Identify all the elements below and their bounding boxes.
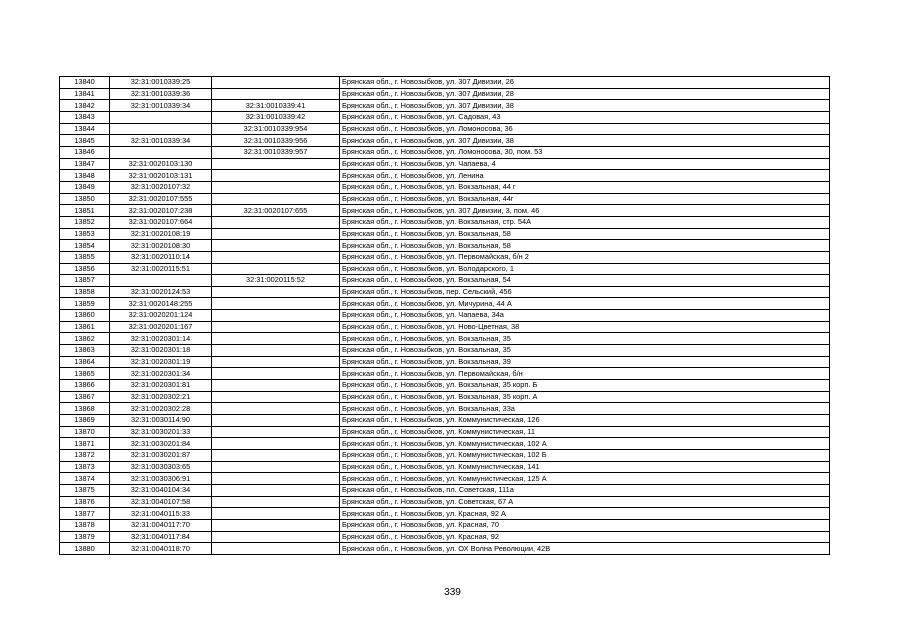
cadastral-number-2-cell (212, 543, 340, 555)
address-cell: Брянская обл., г. Новозыбков, ул. Вокзальная, 54 (340, 275, 830, 287)
row-number-cell: 13864 (60, 356, 110, 368)
cadastral-number-cell: 32:31:0010339:34 (110, 100, 212, 112)
cadastral-number-2-cell: 32:31:0020107:655 (212, 205, 340, 217)
cadastral-number-2-cell (212, 345, 340, 357)
cadastral-number-2-cell (212, 391, 340, 403)
table-row (60, 543, 830, 555)
table-row (60, 216, 830, 228)
row-number-cell: 13869 (60, 415, 110, 427)
address-cell: Брянская обл., г. Новозыбков, ул. Коммунистическая, 125 А (340, 473, 830, 485)
address-cell: Брянская обл., г. Новозыбков, ул. Вокзальная, 35 (340, 345, 830, 357)
address-cell: Брянская обл., г. Новозыбков, ул. Вокзальная, 35 корп. А (340, 391, 830, 403)
address-cell: Брянская обл., г. Новозыбков, ул. Ломоносова, 30, пом. 53 (340, 146, 830, 158)
table-row (60, 77, 830, 89)
cadastral-number-2-cell (212, 426, 340, 438)
row-number-cell: 13850 (60, 193, 110, 205)
address-cell: Брянская обл., г. Новозыбков, ул. 307 Дивизии, 38 (340, 100, 830, 112)
table-row (60, 193, 830, 205)
table-row (60, 135, 830, 147)
cadastral-number-cell: 32:31:0030201:87 (110, 450, 212, 462)
cadastral-number-cell (110, 111, 212, 123)
table-row (60, 228, 830, 240)
cadastral-number-cell: 32:31:0010339:25 (110, 77, 212, 89)
address-cell: Брянская обл., г. Новозыбков, ул. 307 Дивизии, 26 (340, 77, 830, 89)
cadastral-number-2-cell (212, 473, 340, 485)
cadastral-number-cell (110, 275, 212, 287)
cadastral-number-cell: 32:31:0030306:91 (110, 473, 212, 485)
page-number: 339 (444, 587, 461, 598)
cadastral-number-2-cell (212, 519, 340, 531)
table-row (60, 263, 830, 275)
row-number-cell: 13841 (60, 88, 110, 100)
address-cell: Брянская обл., г. Новозыбков, ул. Вокзальная, стр. 54А (340, 216, 830, 228)
cadastral-number-2-cell (212, 531, 340, 543)
address-cell: Брянская обл., г. Новозыбков, ул. Красная, 92 (340, 531, 830, 543)
address-cell: Брянская обл., г. Новозыбков, ул. ОХ Волна Революции, 42В (340, 543, 830, 555)
cadastral-number-cell: 32:31:0020301:14 (110, 333, 212, 345)
row-number-cell: 13868 (60, 403, 110, 415)
table-row (60, 310, 830, 322)
cadastral-number-cell: 32:31:0040104:34 (110, 484, 212, 496)
row-number-cell: 13860 (60, 310, 110, 322)
table-row (60, 333, 830, 345)
cadastral-number-cell: 32:31:0020107:555 (110, 193, 212, 205)
row-number-cell: 13855 (60, 251, 110, 263)
table-row (60, 146, 830, 158)
table-row (60, 298, 830, 310)
cadastral-number-cell: 32:31:0020302:21 (110, 391, 212, 403)
address-cell: Брянская обл., г. Новозыбков, ул. Вокзальная, 44г (340, 193, 830, 205)
address-cell: Брянская обл., г. Новозыбков, ул. Ломоносова, 36 (340, 123, 830, 135)
address-cell: Брянская обл., г. Новозыбков, ул. Советская, 67 А (340, 496, 830, 508)
table-row (60, 100, 830, 112)
cadastral-number-2-cell (212, 403, 340, 415)
cadastral-number-2-cell: 32:31:0010339:954 (212, 123, 340, 135)
row-number-cell: 13851 (60, 205, 110, 217)
address-cell: Брянская обл., г. Новозыбков, ул. Вокзальная, 35 (340, 333, 830, 345)
cadastral-number-2-cell (212, 310, 340, 322)
cadastral-number-2-cell (212, 170, 340, 182)
cadastral-number-cell: 32:31:0020108:19 (110, 228, 212, 240)
table-row (60, 368, 830, 380)
row-number-cell: 13879 (60, 531, 110, 543)
address-cell: Брянская обл., г. Новозыбков, ул. Чапаева, 34а (340, 310, 830, 322)
cadastral-number-cell: 32:31:0020301:19 (110, 356, 212, 368)
cadastral-number-cell: 32:31:0030114:90 (110, 415, 212, 427)
address-cell: Брянская обл., г. Новозыбков, ул. Красная, 92 А (340, 508, 830, 520)
row-number-cell: 13842 (60, 100, 110, 112)
row-number-cell: 13861 (60, 321, 110, 333)
row-number-cell: 13873 (60, 461, 110, 473)
address-cell: Брянская обл., г. Новозыбков, пер. Сельский, 456 (340, 286, 830, 298)
address-cell: Брянская обл., г. Новозыбков, ул. 307 Дивизии, 3, пом. 46 (340, 205, 830, 217)
cadastral-number-cell: 32:31:0030201:33 (110, 426, 212, 438)
row-number-cell: 13843 (60, 111, 110, 123)
address-cell: Брянская обл., г. Новозыбков, ул. Чапаева, 4 (340, 158, 830, 170)
row-number-cell: 13867 (60, 391, 110, 403)
cadastral-number-2-cell: 32:31:0010339:956 (212, 135, 340, 147)
cadastral-number-cell: 32:31:0040107:58 (110, 496, 212, 508)
address-cell: Брянская обл., г. Новозыбков, ул. Коммунистическая, 11 (340, 426, 830, 438)
address-cell: Брянская обл., г. Новозыбков, ул. 307 Дивизии, 38 (340, 135, 830, 147)
cadastral-number-2-cell (212, 321, 340, 333)
cadastral-number-cell: 32:31:0020108:30 (110, 240, 212, 252)
row-number-cell: 13846 (60, 146, 110, 158)
cadastral-number-2-cell: 32:31:0010339:957 (212, 146, 340, 158)
cadastral-number-cell: 32:31:0040117:84 (110, 531, 212, 543)
cadastral-number-2-cell (212, 77, 340, 89)
cadastral-number-2-cell (212, 251, 340, 263)
row-number-cell: 13878 (60, 519, 110, 531)
cadastral-number-cell (110, 123, 212, 135)
table-row (60, 286, 830, 298)
cadastral-number-2-cell (212, 496, 340, 508)
address-cell: Брянская обл., г. Новозыбков, ул. Первомайская, б/н (340, 368, 830, 380)
table-row (60, 473, 830, 485)
cadastral-number-2-cell (212, 88, 340, 100)
table-row (60, 321, 830, 333)
row-number-cell: 13865 (60, 368, 110, 380)
table-row (60, 251, 830, 263)
row-number-cell: 13870 (60, 426, 110, 438)
row-number-cell: 13848 (60, 170, 110, 182)
table-row (60, 123, 830, 135)
address-cell: Брянская обл., г. Новозыбков, ул. Первомайская, б/н 2 (340, 251, 830, 263)
address-cell: Брянская обл., г. Новозыбков, ул. Красная, 70 (340, 519, 830, 531)
cadastral-number-cell: 32:31:0040115:33 (110, 508, 212, 520)
row-number-cell: 13853 (60, 228, 110, 240)
table-row (60, 158, 830, 170)
address-cell: Брянская обл., г. Новозыбков, ул. Вокзальная, 44 г (340, 181, 830, 193)
cadastral-number-cell: 32:31:0040118:70 (110, 543, 212, 555)
cadastral-number-cell: 32:31:0020115:51 (110, 263, 212, 275)
table-row (60, 205, 830, 217)
row-number-cell: 13845 (60, 135, 110, 147)
address-cell: Брянская обл., г. Новозыбков, ул. Вокзальная, 58 (340, 240, 830, 252)
cadastral-number-cell: 32:31:0020103:131 (110, 170, 212, 182)
row-number-cell: 13859 (60, 298, 110, 310)
cadastral-number-2-cell: 32:31:0020115:52 (212, 275, 340, 287)
cadastral-number-cell: 32:31:0020110:14 (110, 251, 212, 263)
cadastral-number-2-cell (212, 461, 340, 473)
address-cell: Брянская обл., г. Новозыбков, ул. Мичурина, 44 А (340, 298, 830, 310)
table-row (60, 88, 830, 100)
cadastral-number-2-cell (212, 380, 340, 392)
table-row (60, 345, 830, 357)
cadastral-number-cell: 32:31:0020107:238 (110, 205, 212, 217)
cadastral-number-cell: 32:31:0030303:65 (110, 461, 212, 473)
row-number-cell: 13875 (60, 484, 110, 496)
address-cell: Брянская обл., г. Новозыбков, ул. Коммунистическая, 141 (340, 461, 830, 473)
table-body (60, 77, 830, 555)
address-cell: Брянская обл., г. Новозыбков, пл. Советская, 111а (340, 484, 830, 496)
cadastral-number-2-cell (212, 438, 340, 450)
cadastral-number-2-cell (212, 158, 340, 170)
row-number-cell: 13863 (60, 345, 110, 357)
cadastral-number-2-cell (212, 263, 340, 275)
row-number-cell: 13877 (60, 508, 110, 520)
table-row (60, 111, 830, 123)
table-row (60, 356, 830, 368)
address-cell: Брянская обл., г. Новозыбков, ул. Ново-Цветная, 38 (340, 321, 830, 333)
address-cell: Брянская обл., г. Новозыбков, ул. Вокзальная, 39 (340, 356, 830, 368)
address-cell: Брянская обл., г. Новозыбков, ул. Володарского, 1 (340, 263, 830, 275)
cadastral-number-cell: 32:31:0010339:34 (110, 135, 212, 147)
table-row (60, 519, 830, 531)
row-number-cell: 13874 (60, 473, 110, 485)
cadastral-number-cell: 32:31:0020103:130 (110, 158, 212, 170)
cadastral-number-cell: 32:31:0020107:32 (110, 181, 212, 193)
address-cell: Брянская обл., г. Новозыбков, ул. Коммунистическая, 126 (340, 415, 830, 427)
row-number-cell: 13856 (60, 263, 110, 275)
table-row (60, 415, 830, 427)
row-number-cell: 13847 (60, 158, 110, 170)
cadastral-number-cell: 32:31:0020148:255 (110, 298, 212, 310)
cadastral-number-2-cell (212, 240, 340, 252)
row-number-cell: 13854 (60, 240, 110, 252)
table-row (60, 508, 830, 520)
address-cell: Брянская обл., г. Новозыбков, ул. Вокзальная, 58 (340, 228, 830, 240)
table-row (60, 426, 830, 438)
table-row (60, 496, 830, 508)
table-row (60, 531, 830, 543)
table-row (60, 240, 830, 252)
cadastral-number-2-cell (212, 415, 340, 427)
cadastral-number-2-cell (212, 356, 340, 368)
table-row (60, 170, 830, 182)
cadastral-number-cell: 32:31:0020124:53 (110, 286, 212, 298)
row-number-cell: 13858 (60, 286, 110, 298)
row-number-cell: 13862 (60, 333, 110, 345)
table-row (60, 484, 830, 496)
row-number-cell: 13852 (60, 216, 110, 228)
cadastral-number-2-cell (212, 484, 340, 496)
row-number-cell: 13844 (60, 123, 110, 135)
address-cell: Брянская обл., г. Новозыбков, ул. Ленина (340, 170, 830, 182)
cadastral-number-cell: 32:31:0020201:124 (110, 310, 212, 322)
row-number-cell: 13872 (60, 450, 110, 462)
table-row (60, 461, 830, 473)
address-cell: Брянская обл., г. Новозыбков, ул. Коммунистическая, 102 А (340, 438, 830, 450)
cadastral-number-cell: 32:31:0020201:167 (110, 321, 212, 333)
cadastral-number-2-cell (212, 216, 340, 228)
row-number-cell: 13840 (60, 77, 110, 89)
cadastral-number-2-cell (212, 298, 340, 310)
cadastral-number-2-cell (212, 228, 340, 240)
table-row (60, 181, 830, 193)
cadastral-number-cell: 32:31:0020107:664 (110, 216, 212, 228)
cadastral-number-2-cell (212, 181, 340, 193)
cadastral-number-2-cell: 32:31:0010339:41 (212, 100, 340, 112)
address-cell: Брянская обл., г. Новозыбков, ул. Вокзальная, 33а (340, 403, 830, 415)
table-row (60, 403, 830, 415)
address-cell: Брянская обл., г. Новозыбков, ул. Коммунистическая, 102 Б (340, 450, 830, 462)
cadastral-number-cell: 32:31:0030201:84 (110, 438, 212, 450)
address-cell: Брянская обл., г. Новозыбков, ул. 307 Дивизии, 28 (340, 88, 830, 100)
row-number-cell: 13857 (60, 275, 110, 287)
cadastral-number-cell (110, 146, 212, 158)
cadastral-number-2-cell (212, 333, 340, 345)
table-row (60, 438, 830, 450)
cadastral-number-cell: 32:31:0010339:36 (110, 88, 212, 100)
cadastral-number-cell: 32:31:0040117:70 (110, 519, 212, 531)
cadastral-number-2-cell (212, 286, 340, 298)
row-number-cell: 13866 (60, 380, 110, 392)
cadastral-number-2-cell: 32:31:0010339:42 (212, 111, 340, 123)
cadastral-number-2-cell (212, 450, 340, 462)
table-row (60, 450, 830, 462)
cadastral-number-2-cell (212, 193, 340, 205)
cadastral-number-2-cell (212, 368, 340, 380)
cadastral-number-cell: 32:31:0020301:18 (110, 345, 212, 357)
cadastral-number-2-cell (212, 508, 340, 520)
cadastral-number-cell: 32:31:0020301:81 (110, 380, 212, 392)
row-number-cell: 13876 (60, 496, 110, 508)
table-row (60, 275, 830, 287)
property-table (59, 76, 830, 555)
address-cell: Брянская обл., г. Новозыбков, ул. Вокзальная, 35 корп. Б (340, 380, 830, 392)
address-cell: Брянская обл., г. Новозыбков, ул. Садовая, 43 (340, 111, 830, 123)
table-row (60, 380, 830, 392)
row-number-cell: 13871 (60, 438, 110, 450)
table-row (60, 391, 830, 403)
row-number-cell: 13849 (60, 181, 110, 193)
row-number-cell: 13880 (60, 543, 110, 555)
cadastral-number-cell: 32:31:0020301:34 (110, 368, 212, 380)
cadastral-number-cell: 32:31:0020302:28 (110, 403, 212, 415)
